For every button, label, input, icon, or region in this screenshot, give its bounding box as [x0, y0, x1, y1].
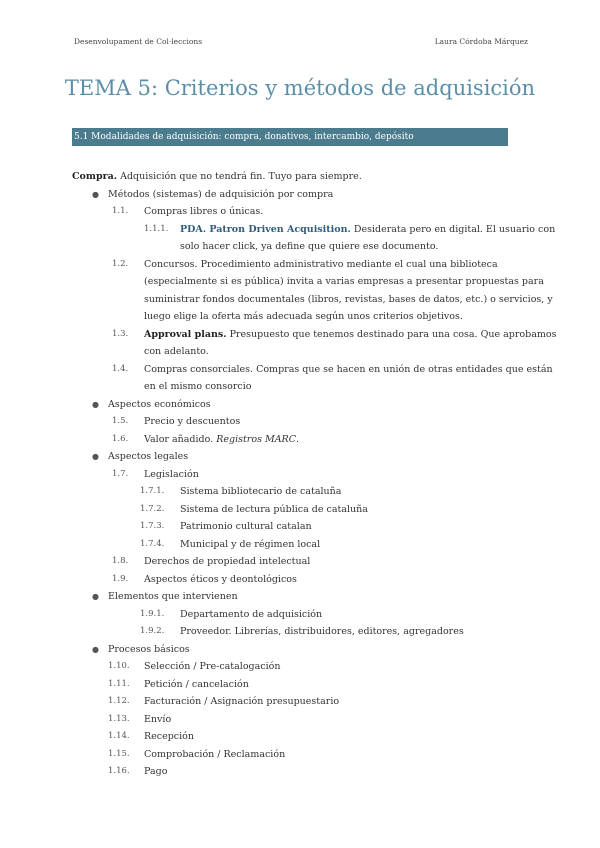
list-item: ● Aspectos legales [72, 448, 532, 466]
list-item: 1.7. Legislación [112, 468, 199, 480]
list-item: 1.9.1. Departamento de adquisición [140, 608, 323, 620]
list-item: 1.7.3. Patrimonio cultural catalan [140, 521, 312, 532]
list-item: 1.11. Petición / cancelación [108, 678, 249, 690]
list-item-continuation: en el mismo consorcio [144, 381, 252, 392]
header-left: Desenvolupament de Col·leccions [74, 37, 203, 46]
list-item: 1.8. Derechos de propiedad intelectual [112, 556, 311, 567]
bullet-icon: ● [92, 644, 99, 654]
list-item: 1.7.2. Sistema de lectura pública de cataluña [140, 503, 368, 515]
list-item: 1.1.1. PDA. Patron Driven Acquisition. Desiderata pero en digital. El usuario con [144, 223, 556, 235]
list-item: 1.5. Precio y descuentos [112, 416, 241, 427]
list-item-continuation: suministrar fondos documentales (libros, revistas, bases de datos, etc.) o servicios, y [144, 293, 553, 305]
list-item: 1.6. Valor añadido. Registros MARC. [112, 433, 300, 445]
document-body [72, 168, 557, 781]
list-item-continuation: con adelanto. [144, 346, 209, 357]
list-item: ● Procesos básicos [72, 641, 532, 659]
list-item: 1.3. Approval plans. Presupuesto que tenemos destinado para una cosa. Que aprobamos [112, 328, 557, 340]
list-item: ● Métodos (sistemas) de adquisición por compra [72, 186, 532, 204]
list-item: 1.14. Recepción [108, 731, 194, 742]
list-item: ● Aspectos económicos [72, 396, 532, 414]
list-item: 1.15. Comprobación / Reclamación [108, 748, 286, 760]
list-item: 1.12. Facturación / Asignación presupuestario [108, 696, 340, 707]
list-item-continuation: solo hacer click, ya define que quiere ese documento. [180, 241, 439, 252]
list-item: 1.10. Selección / Pre-catalogación [108, 661, 281, 672]
bullet-icon: ● [92, 592, 99, 601]
list-item-continuation: (especialmente si es pública) invita a varias empresas a presentar propuestas para [144, 276, 544, 287]
list-item: 1.9. Aspectos éticos y deontológicos [112, 573, 297, 585]
list-item: 1.13. Envío [108, 713, 172, 725]
bullet-icon: ● [92, 399, 99, 409]
header-right: Laura Córdoba Márquez [434, 37, 528, 46]
section-heading: 5.1 Modalidades de adquisición: compra, donativos, intercambio, depósito [72, 128, 508, 146]
bullet-icon: ● [92, 452, 99, 461]
list-item: 1.2. Concursos. Procedimiento administrativo mediante el cual una biblioteca [112, 258, 498, 270]
list-item: 1.1. Compras libres o únicas. [112, 206, 264, 217]
list-item: 1.9.2. Proveedor. Librerías, distribuidores, editores, agregadores [140, 626, 464, 637]
list-item: 1.7.4. Municipal y de régimen local [140, 538, 321, 550]
compra-paragraph: Compra. Adquisición que no tendrá fin. Tuyo para siempre. [72, 171, 362, 182]
page-title: TEMA 5: Criterios y métodos de adquisición [64, 76, 536, 100]
bullet-icon: ● [92, 189, 99, 199]
list-item: 1.16. Pago [108, 766, 168, 777]
list-item: ● Elementos que intervienen [72, 588, 532, 606]
list-item: 1.4. Compras consorciales. Compras que se hacen en unión de otras entidades que están [112, 363, 553, 375]
list-item: 1.7.1. Sistema bibliotecario de cataluña [140, 486, 342, 497]
list-item-continuation: luego elige la oferta más adecuada según unos criterios objetivos. [144, 311, 463, 322]
